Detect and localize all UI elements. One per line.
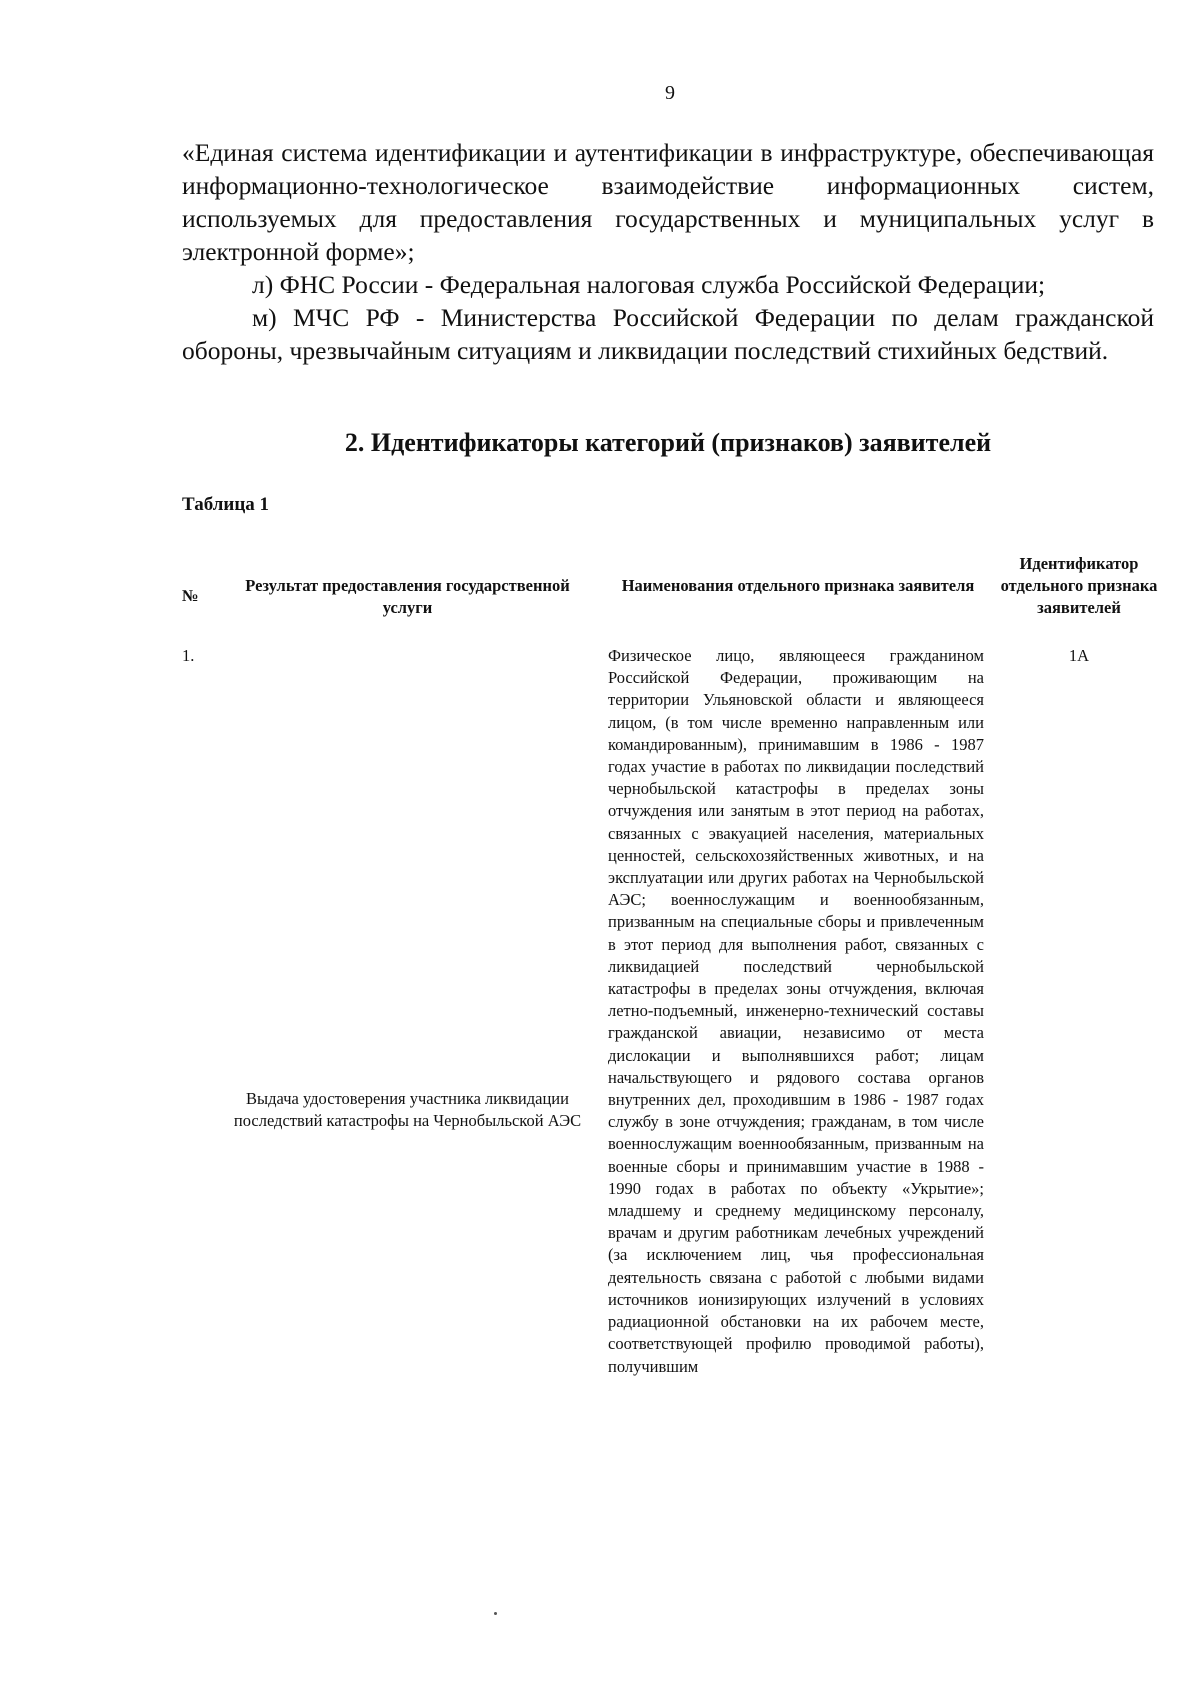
paragraph-1: «Единая система идентификации и аутентификации в инфраструктуре, обеспечивающая информационно-технологическое взаимодействие информационных систем, используемых для предоставления государственных и муниципальных услуг в электронной форме»; xyxy=(182,138,1154,266)
paragraph-2: л) ФНС России - Федеральная налоговая служба Российской Федерации; xyxy=(252,270,1046,299)
header-number: № xyxy=(182,586,199,605)
row-result: Выдача удостоверения участника ликвидации последствий катастрофы на Чернобыльской АЭС xyxy=(233,1089,582,1131)
header-identifier: Идентификатор отдельного признака заявителей xyxy=(1000,554,1158,617)
intro-text xyxy=(182,136,1154,367)
row-identifier: 1А xyxy=(1068,646,1090,665)
page-number: 9 xyxy=(665,82,675,104)
section-title: 2. Идентификаторы категорий (признаков) заявителей xyxy=(344,428,992,457)
header-result: Результат предоставления государственной услуги xyxy=(245,576,570,617)
row-number: 1. xyxy=(182,646,195,665)
scan-dot xyxy=(494,1612,497,1615)
table-label: Таблица 1 xyxy=(182,494,270,515)
header-name: Наименования отдельного признака заявителя xyxy=(621,576,975,595)
row-name: Физическое лицо, являющееся гражданином Российской Федерации, проживающим на территории Ульяновской области и являющееся лицом, (в том числе временно направленным или командированным), принимавшим в 1986 - 1987 годах участие в работах по ликвидации последствий чернобыльской катастрофы в пределах зоны отчуждения или занятым в этот период на работах, связанных с эвакуацией населения, материальных ценностей, сельскохозяйственных животных, и на эксплуатации или других работах на Чернобыльской АЭС; военнослужащим и военнообязанным, призванным на специальные сборы и привлеченным в этот период для выполнения работ, связанных с ликвидацией последствий чернобыльской катастрофы в пределах зоны отчуждения, включая летно-подъемный, инженерно-технический составы гражданской авиации, независимо от места дислокации и выполнявшихся работ; лицам начальствующего и рядового состава органов внутренних дел, проходившим в 1986 - 1987 годах службу в зоне отчуждения; гражданам, в том числе военнослужащим военнообязанным, призванным на военные сборы и принимавшим участие в 1988 - 1990 годах в работах по объекту «Укрытие»; младшему и среднему медицинскому персоналу, врачам и другим работникам лечебных учреждений (за исключением лиц, чья профессиональная деятельность связана с работой с любыми видами источников ионизирующих излучений в условиях радиационной обстановки на их рабочем месте, соответствующей профилю проводимой работы), получившим xyxy=(608,646,984,1376)
paragraph-3: м) МЧС РФ - Министерства Российской Федерации по делам гражданской обороны, чрезвычайным ситуациям и ликвидации последствий стихийных бедствий. xyxy=(182,303,1154,365)
